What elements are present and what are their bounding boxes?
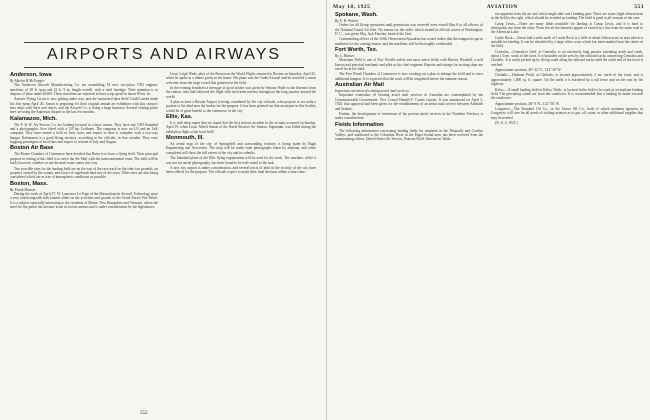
article-paragraph: A new city airport is under consideration, and several tracts of land in the vicinity of the city have been offered for the purpose. The officials expect to make their final decision within a short time. (166, 165, 316, 175)
article-byline: By E. H. Patton (335, 19, 358, 23)
article-heading: Kalamazoo, Mich. (10, 115, 57, 122)
article-paragraph: Castle Rock.—About half a mile north of Castle Rock is a field of about fifteen acres in area which is suitable for landing. It can be identified by a large white cross which has been marked near the center of the field. (491, 35, 643, 49)
running-head-date: May 18, 1925 (333, 4, 371, 10)
article-paragraph: The following information concerning landing fields for airplanes in the Nisqually and Cowlitz Valleys, and southward to the Columbia River in the Puget Sound area, has been received from the commanding officer, United States Air Service, Pearson Field, Vancouver, Wash. (335, 128, 483, 142)
article-paragraph: (N. A. 4, 1925.) (495, 120, 518, 125)
article-paragraph: Approximate position, 46° 42' N., 122° 58' W. (495, 68, 562, 73)
article-byline: By L. Manser (335, 54, 355, 59)
article-heading: Monmouth, Ill. (166, 135, 204, 142)
article-paragraph: Kelso.—A small landing field at Kelso, Wash., is located in the field to be used as an airplane landing field. The prevailing winds are from the southwest. It is recommended that a landing be made towards the southwest. (491, 87, 643, 101)
article-paragraph: In the evening broadcast a message of good wishes was given by Senator Wade to the listeners from the station, who had followed the flight with such keen interest throughout the long journey around the world. (166, 86, 316, 99)
left-page-number: 552 (140, 411, 148, 416)
article-heading: Ellis, Kas. (166, 114, 193, 121)
article-heading: Australian Air Mail (335, 82, 384, 89)
article-paragraph: Further, the development of extensions of the present aerial services in the Northern Territory is under consideration. (335, 111, 483, 121)
right-page-column-1 (335, 12, 483, 408)
article-paragraph: Commanding officer of the 116th Observation Squadron has issued orders that the hangars be put in readiness for the coming season, and the machines will be thoroughly overhauled. (335, 37, 483, 46)
article-paragraph: not apparent from the air and which might take one's landing gear. There are some slight obstructions in the field to the right, which should be avoided on landing. The field is good at all seasons of the year. (491, 12, 643, 21)
running-head-page-number: 553 (634, 4, 644, 10)
article-paragraph: Anson's Flying Circus is now getting under way, and the 'motorized daze devil' Guild Landis made his first jump April 26. Anson is preparing for their original annual air exhibition with this season's new ships with these and others, and the Aircraft Co. is doing a large business. Several visiting pilots here are using the Anderson Airport in the last few months. (10, 97, 158, 115)
article-paragraph: The Boone Chamber of Commerce have decided that Boise is to have a flying field. Their principal purpose in setting of this field is to serve the Air Mail with the transcontinental route. The field will be built, however, whether or not the mail route comes this way. (10, 152, 158, 166)
article-paragraph: Important extensions of existing aerial mail services in Australia are contemplated by the Commonwealth Government. Vice Consul Handel F. Coates reports. It was announced on April 3, 1925, that approval had been given for the establishment of an aerial mail service between Adelaide and Sydney. (335, 93, 483, 111)
article-paragraph: Longview.—The Standard Oil Co., or the Union Oil Co., both of which maintain agencies in Longview, will care for all needs of visiting aviators as to gas, oil, water, or other additional supplies that may be needed. (491, 106, 643, 120)
article-paragraph: Two possible sites for the landing field are on the east of the race track on the state fair grounds, on property owned by the county, and a tract of sagebrush land east of the town. Other sites are also being considered which are as free of atmospheric conditions as possible. (10, 166, 158, 180)
running-head (333, 4, 644, 10)
article-paragraph: Meacham Field is one of Fort Worth's safest and most active fields with Harvey Woodall, a well known and practical mechanic and pilot as his chief engineer. Repairs and storage for visiting ships are cared for at the field. (335, 58, 483, 72)
article-byline: By Frank Hansen (10, 187, 36, 192)
article-paragraph: Centralia.—Centralia's field, at Centralia, is an extremely long pasture extending north and south, about 1/4 mi. south of the town. It is bounded on the west by the railroad tracks connecting Centralia and Chehalis. It is easily picked up by flying south along the railroad tracks until the south end of the town is reached. (491, 49, 643, 67)
article-paragraph: It is with deep regret that we report that the first serious accident in the vicinity occurred on Sunday, April 19, when Lieut. Alfred Simon of the Naval Reserve Air Station, Squantum, was killed during the exhibition flight at the local field. (166, 121, 316, 134)
right-page-column-2 (491, 12, 643, 408)
article-paragraph: Chehalis.—Dunham Field, at Chehalis, is located approximately 2 mi. north of the town, and is approximately 1,000 sq. ft. square. On the north it is bordered by a rail fence and on the east by the highway. (491, 73, 643, 87)
article-paragraph: Camp Lewis.—There are many fields available for landing at Camp Lewis, and it is hard to distinguish one from the other. From the air the barracks appear to extend in a line from the main road to the American Lake. (491, 21, 643, 35)
article-paragraph: The Fort Worth Chamber of Commerce is now working on a plan to enlarge the field and to erect additional hangars. It is expected that the work will be completed before the summer season. (335, 72, 483, 81)
article-heading: Boston Air Base (10, 145, 54, 152)
article-byline: By Martin H McFonger (10, 79, 45, 83)
article-heading: Fields Information (335, 121, 384, 128)
article-paragraph: The Anderson Aircraft Manufacturing Co. are assembling 18 new two-place OX5 engines, machines of 28 ft. span and 22 ft. 9 in. length overall, with a steel fuselage. Their intention is to dispose of these under $1000. These machines are reported to have a top speed in about 85 mi. hr. (10, 83, 158, 97)
article-paragraph: Lieut. Leigh Wade, pilot of the Boston on the World Flight, returned to Boston on Saturday, April 25, when he spoke at a dinner given in his honor. His plane was the Cadet Aircraft and he received a warm welcome from the large crowd that gathered at the field. (166, 72, 316, 85)
right-page (327, 0, 650, 420)
article-paragraph: Approximate position, 46° 8' N., 122° 56' W. (495, 101, 560, 106)
article-paragraph: An aerial map of the city of Springfield and surrounding territory is being made by Rugh Engineering and Associates. The map will be made from photographs taken by airplane, and when completed will show the full extent of the city and its suburbs. (166, 142, 316, 155)
article-heading: Anderson, Iowa (10, 72, 52, 78)
article-heading: Fort Worth, Tex. (335, 47, 378, 54)
section-title-box (24, 42, 304, 68)
article-paragraph: A plan to have a Boston Airport is being considered by the city officials, who propose to set aside a portion of the land near the harbor for the purpose. It has been pointed out that an airport in this locality would be of great benefit to the commerce of the city. (166, 100, 316, 113)
left-page-column-2 (166, 72, 316, 408)
article-paragraph: Orders for all flying operations until permission was received were issued May 6 to all officers of the National Guard Air Unit. No reason for the order, which started in official course at Washington, D. C., was given Maj. Jack Fancher, head of the Unit. (335, 23, 483, 37)
left-page-column-1 (10, 72, 158, 408)
article-heading: Boston, Mass. (10, 180, 48, 187)
article-heading: Spokane, Wash. (335, 12, 378, 18)
running-head-magazine: AVIATION (486, 4, 518, 10)
section-title: AIRPORTS AND AIRWAYS (46, 46, 282, 63)
article-paragraph: The F. & W. Air Service Co. are looking forward to a busy season. They have one OX5-Standard and a photographic Avro fitted with a 120 hp. Lefthone. The company is now an LO and an LaK company. They have rented a field of forty acres and expect to have it complete with a two-way hangar. Kalamazoo is a good flying territory, according to the officials, in fine weather. They were hopping passengers at local fairs and expect to resume in July and August. (10, 122, 158, 145)
article-byline: Important extension of existing aerial mail services (335, 89, 409, 94)
article-paragraph: The Standard plane of the Ellis flying organization will be used for the work. The machine, while it was not for aerial photography, has been found to be well suited to the task. (166, 156, 316, 165)
article-paragraph: During the week of April 27, W. Lawrence Le Page of the Massachusetts Aircraft Technology gave a very interesting talk with lantern slides on the activities and growth of the Aerial Forest Fire Patrol. It is a subject especially interesting to the residents of Maine, New Hampshire and Vermont, where the need for fire patrol has become acute in recent seasons and is under consideration by the legislatures. (10, 191, 158, 209)
